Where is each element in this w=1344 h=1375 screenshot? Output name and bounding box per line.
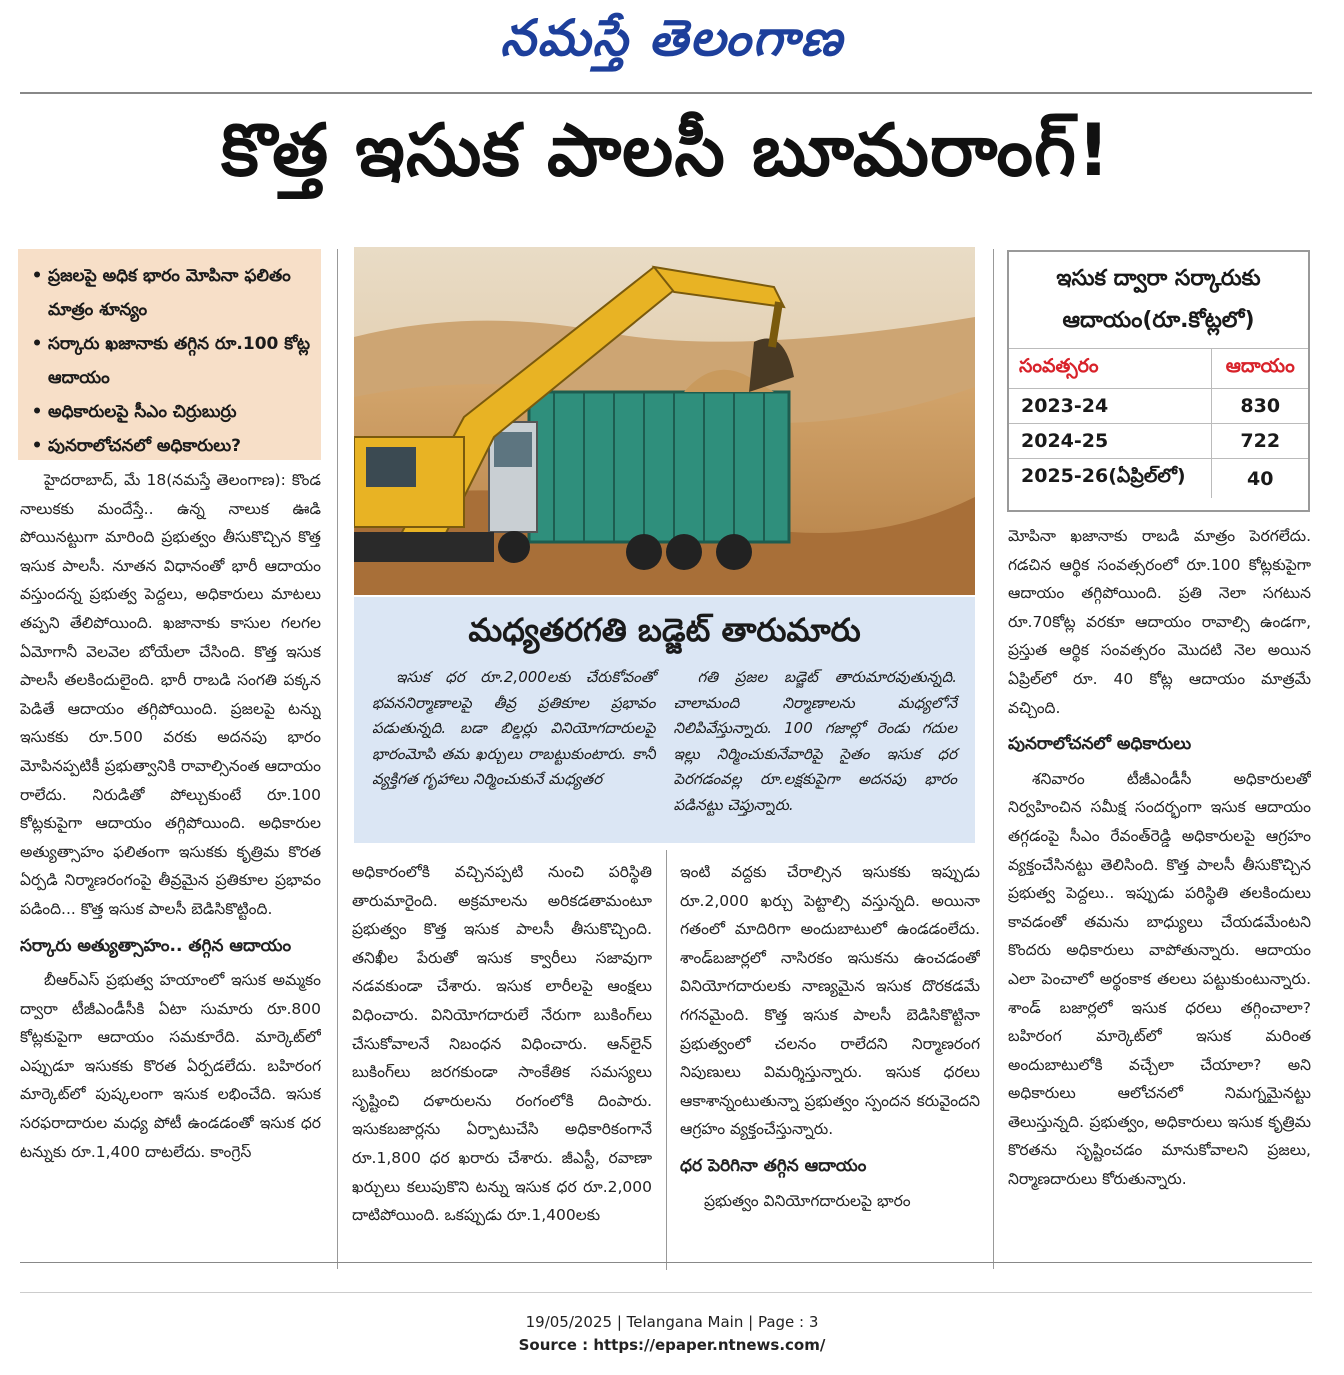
bullet-icon: • [31, 436, 43, 456]
table-row: 2024-25 722 [1009, 424, 1308, 459]
paragraph: బీఆర్ఎస్ ప్రభుత్వ హయాంలో ఇసుక అమ్మకం ద్వారా టీజీఎండీసీకి ఏటా సుమారు రూ.800 కోట్లకుపైగా ఆదాయం సమకూరేది. మార్కెట్‌లో ఎప్పుడూ ఇసుకకు కొరత ఏర్పడలేదు. బహిరంగ మార్కెట్‌లో పుష్కలంగా ఇసుక లభించేది. ఇసుక సరఫరాదారుల మధ్య పోటీ ఉండడంతో ఇసుక ధర టన్నుకు రూ.1,400 దాటలేదు. కాంగ్రెస్ [20, 971, 321, 1161]
highlight-item: • పునరాలోచనలో అధికారులు? [26, 429, 313, 463]
revenue-table-title: ఇసుక ద్వారా సర్కారుకు ఆదాయం(రూ.కోట్లలో) [1009, 252, 1308, 349]
bullet-icon: • [31, 266, 43, 286]
paragraph: శనివారం టీజీఎండీసీ అధికారులతో నిర్వహించిన సమీక్ష సందర్భంగా ఇసుక ఆదాయం తగ్గడంపై సీఎం రేవంత్‌రెడ్డి అధికారులపై ఆగ్రహం వ్యక్తంచేసినట్టు తెలిసింది. కొత్త పాలసీ తీసుకొచ్చిన ప్రభుత్వ పెద్దలు.. ఇప్పుడు పరిస్థితి తలకిందులు కావడంతో తమను బాధ్యులు చేయడమేంటని కొందరు అధికారులు వాపోతున్నారు. ఆదాయం ఎలా పెంచాలో అర్థంకాక తలలు పట్టుకుంటున్నారు. శాండ్ బజార్లలో ఇసుక ధరలు తగ్గించాలా? బహిరంగ మార్కెట్‌లో ఇసుక మరింత అందుబాటులోకి వచ్చేలా చేయాలా? అని అధికారులు ఆలోచనలో నిమగ్నమైనట్టు తెలుస్తున్నది. ప్రభుత్వం, అధికారులు ఇసుక కృత్రిమ కొరతను సృష్టించడం మానుకోవాలని ప్రజలు, నిర్మాణదారులు కోరుతున్నారు. [1008, 769, 1311, 1189]
box-column-left: ఇసుక ధర రూ.2,000లకు చేరుకోవంతో భవననిర్మాణాలపై తీవ్ర ప్రతికూల ప్రభావం పడుతున్నది. బడా బిల్డర్లు వినియోగదారులపై భారంమోపి తమ ఖర్చులు రాబట్టుకుంటారు. కానీ వ్యక్తిగత గృహాలు నిర్మించుకునే మధ్యతర [372, 668, 656, 788]
subheading: పునరాలోచనలో అధికారులు [1008, 734, 1192, 755]
article-column-2 [352, 858, 652, 1258]
bottom-divider [20, 1262, 1312, 1263]
subheading: ధర పెరిగినా తగ్గిన ఆదాయం [680, 1155, 867, 1176]
table-row: 2023-24 830 [1009, 389, 1308, 424]
paragraph: మోపినా ఖజానాకు రాబడి మాత్రం పెరగలేదు. గడచిన ఆర్థిక సంవత్సరంలో రూ.100 కోట్లకుపైగా ఆదాయం తగ్గిపోయింది. ప్రతి నెలా సగటున రూ.70కోట్ల వరకూ ఆదాయం రావాల్సి ఉండగా, ప్రస్తుత ఆర్థిక సంవత్సరం మొదటి నెల అయిన ఏప్రిల్‌లో రూ. 40 కోట్ల ఆదాయం మాత్రమే వచ్చింది. [1008, 527, 1311, 717]
middle-class-budget-box [354, 597, 975, 843]
bullet-icon: • [31, 334, 43, 354]
paragraph: ప్రభుత్వం వినియోగదారులపై భారం [704, 1191, 911, 1210]
footer-date-edition: 19/05/2025 | Telangana Main | Page : 3 [525, 1313, 819, 1331]
subheading: సర్కారు అత్యుత్సాహం.. తగ్గిన ఆదాయం [20, 935, 292, 956]
highlights-box [18, 249, 321, 460]
masthead-divider [20, 92, 1312, 94]
column-header-year: సంవత్సరం [1019, 355, 1099, 377]
highlight-item: • అధికారులపై సీఎం చిర్రుబుర్రు [26, 395, 313, 429]
column-divider [993, 249, 994, 1269]
revenue-table [1009, 349, 1308, 498]
highlight-item: • సర్కారు ఖజానాకు తగ్గిన రూ.100 కోట్ల ఆదాయం [26, 327, 313, 395]
box-column-right: గతి ప్రజల బడ్జెట్ తారుమారవుతున్నది. చాలామంది నిర్మాణాలను మధ్యలోనే నిలిపివేస్తున్నారు. 100 గజాల్లో రెండు గదుల ఇల్లు నిర్మించుకునేవారిపై సైతం ఇసుక ధర పెరగడంవల్ల రూ.లక్షకుపైగా అదనపు భారం పడినట్టు చెప్తున్నారు. [673, 668, 957, 814]
column-divider [337, 249, 338, 1269]
highlight-item: • ప్రజలపై అధిక భారం మోపినా ఫలితం మాత్రం శూన్యం [26, 259, 313, 327]
article-column-4 [1008, 522, 1311, 1262]
article-column-1 [20, 466, 321, 1266]
paragraph: అధికారంలోకి వచ్చినప్పటి నుంచి పరిస్థితి తారుమారైంది. అక్రమాలను అరికడతామంటూ ప్రభుత్వం కొత్త ఇసుక పాలసీ తీసుకొచ్చింది. తనిఖీల పేరుతో ఇసుక క్వారీలు సజావుగా నడవకుండా చేశారు. ఇసుక లారీలపై ఆంక్షలు విధించారు. వినియోగదారులే నేరుగా బుకింగ్‌లు చేసుకోవాలనే నిబంధన విధించారు. ఆన్‌లైన్ బుకింగ్‌లు జరగకుండా సాంకేతిక సమస్యలు సృష్టించి దళారులను రంగంలోకి దింపారు. ఇసుకబజార్లను ఏర్పాటుచేసి అధికారికంగానే రూ.1,800 ధర ఖరారు చేశారు. జీఎస్టీ, రవాణా ఖర్చులు కలుపుకొని టన్ను ఇసుక ధర రూ.2,000 దాటిపోయింది. ఒకప్పుడు రూ.1,400లకు [352, 863, 652, 1225]
bottom-divider-light [20, 1292, 1312, 1293]
column-divider [666, 850, 667, 1270]
box-title: మధ్యతరగతి బడ్జెట్ తారుమారు [468, 611, 861, 649]
table-row: 2025-26(ఏప్రిల్‌లో) 40 [1009, 459, 1308, 499]
footer-source: Source : https://epaper.ntnews.com/ [518, 1336, 826, 1354]
excavator-truck-photo [354, 247, 975, 595]
paragraph: ఇంటి వద్దకు చేరాల్సిన ఇసుకకు ఇప్పుడు రూ.2,000 ఖర్చు పెట్టాల్సి వస్తున్నది. అయినా గతంలో మాదిరిగా అందుబాటులో ఉండడంలేదు. శాండ్‌బజార్లలో నాసిరకం ఇసుకను ఉంచడంతో వినియోగదారులకు నాణ్యమైన ఇసుక దొరకడమే గగనమైంది. కొత్త ఇసుక పాలసీ బెడిసికొట్టినా ప్రభుత్వంలో చలనం రాలేదని నిర్మాణరంగ నిపుణులు విమర్శిస్తున్నారు. ఇసుక ధరలు ఆకాశాన్నంటుతున్నా ప్రభుత్వం స్పందన కరువైందని ఆగ్రహం వ్యక్తంచేస్తున్నారు. [680, 863, 980, 1139]
article-column-3 [680, 858, 980, 1258]
masthead: నమస్తే తెలంగాణ [500, 8, 844, 67]
paragraph: హైదరాబాద్, మే 18(నమస్తే తెలంగాణ): కొండ నాలుకకు మందేస్తే.. ఉన్న నాలుక ఊడి పోయినట్టుగా మారింది ప్రభుత్వం తీసుకొచ్చిన కొత్త ఇసుక పాలసీ. నూతన విధానంతో భారీ ఆదాయం వస్తుందన్న ప్రభుత్వ పెద్దలు, అధికారులు మాటలు తప్పని తేలిపోయింది. ఖజానాకు కాసుల గలగల ఏమోగానీ వెలవెల బోయేలా చేసింది. కొత్త ఇసుక పాలసీ తలకిందులైంది. భారీ రాబడి సంగతి పక్కన పెడితే ఆదాయం తగ్గిపోయింది. ప్రజలపై టన్ను ఇసుకకు రూ.500 వరకు అదనపు భారం మోపినప్పటికీ ప్రభుత్వానికి రావాల్సినంత ఆదాయం రాలేదు. నిరుడితో పోల్చుకుంటే రూ.100 కోట్లకుపైగా ఆదాయం తగ్గిపోయింది. అధికారుల అత్యుత్సాహం ఫలితంగా ఇసుకకు కృత్రిమ కొరత ఏర్పడి నిర్మాణరంగంపై తీవ్రమైన ప్రతికూల ప్రభావం పడింది... కొత్త ఇసుక పాలసీ బెడిసికొట్టింది. [20, 471, 321, 918]
headline: కొత్త ఇసుక పాలసీ బూమరాంగ్! [221, 108, 1111, 192]
revenue-table-box [1007, 250, 1310, 512]
bullet-icon: • [31, 402, 43, 422]
column-header-income: ఆదాయం [1212, 349, 1308, 389]
